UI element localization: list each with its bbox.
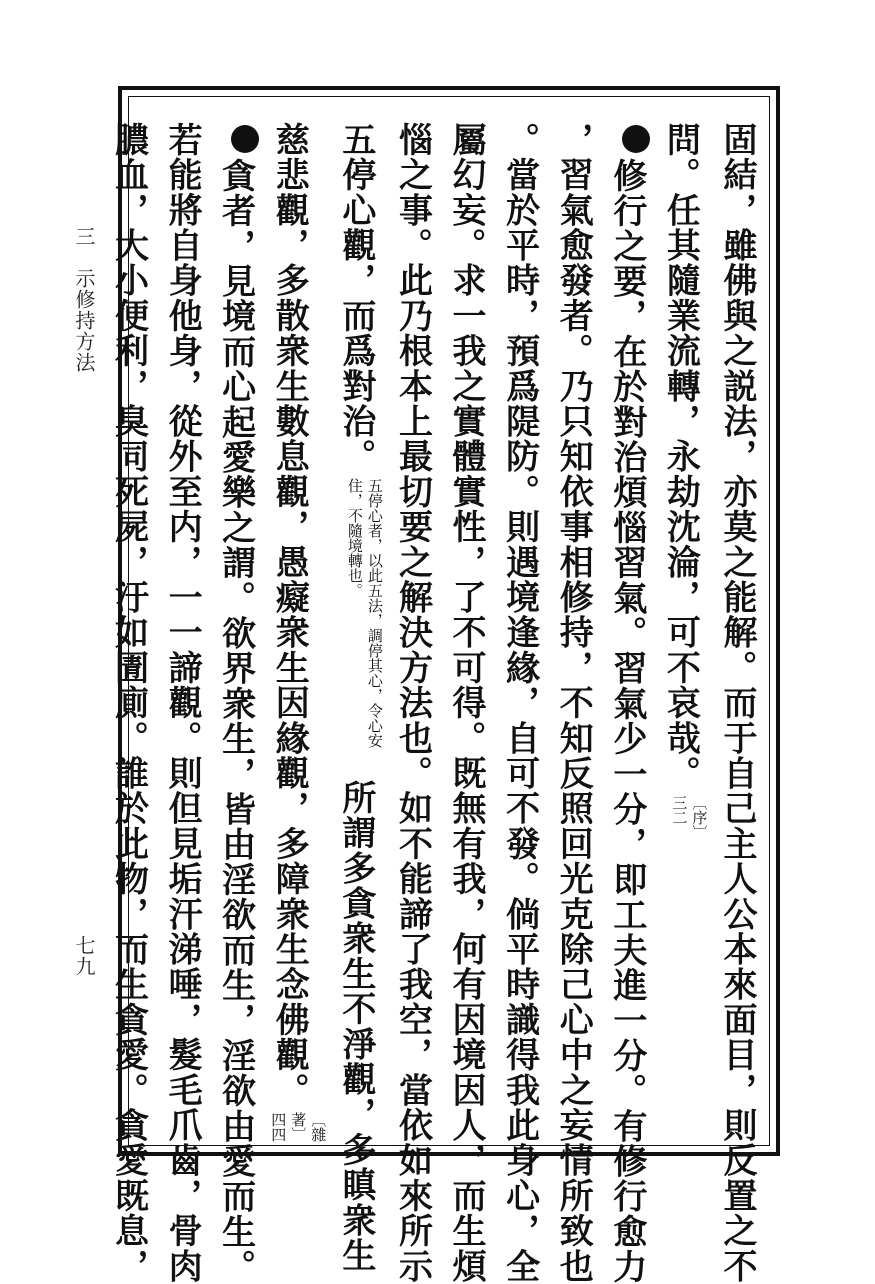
text-segment: 修行之要，在於對治煩惱習氣。習氣少一分，即工夫進一分。有修行愈力: [606, 158, 647, 1284]
annotation-note: ︹雜著︺四四: [269, 1111, 328, 1142]
text-segment: 慈悲觀，多散衆生數息觀，愚癡衆生因緣觀，多障衆生念佛觀。: [269, 122, 310, 1108]
text-column: [101, 122, 155, 1284]
text-column: [438, 122, 492, 1284]
text-segment: 固結，雖佛與之説法，亦莫之能解。而于自己主人公本來面目，則反置之不: [717, 122, 757, 1284]
text-segment: 若能將自身他身，從外至内，一一諦觀。則但見垢汗涕唾，髮毛爪齒，骨肉: [162, 122, 203, 1284]
text-column: [385, 122, 439, 1284]
text-column: [492, 122, 546, 1284]
body-text: [101, 122, 763, 1284]
text-segment: 。當於平時，預爲隄防。則遇境逢緣，自可不發。倘平時識得我此身心，全: [499, 122, 540, 1284]
text-column: [653, 122, 710, 1132]
text-segment: 問。任其隨業流轉，永劫沈淪，可不哀哉。: [660, 122, 701, 791]
annotation-note: 五停心者，以此五法，調停其心，令心安住，不隨境轉也。: [345, 478, 384, 748]
bullet-marker: [231, 125, 259, 153]
text-segment: ，習氣愈發者。乃只知依事相修持，不知反照回光克除己心中之妄情所致也: [553, 122, 594, 1284]
text-segment: 所謂多貪衆生不淨觀，多瞋衆生: [335, 780, 376, 1273]
running-head: 三 示修持方法: [72, 226, 96, 373]
text-column: [208, 122, 262, 1284]
text-segment: 屬幻妄。求一我之實體實性，了不可得。既無有我，何有因境因人，而生煩: [446, 122, 487, 1284]
text-column: [546, 122, 600, 1284]
bullet-marker: [622, 125, 650, 153]
annotation-note: ︹序︺三二: [670, 794, 709, 840]
text-segment: 貪者，見境而心起愛樂之謂。欲界衆生，皆由淫欲而生，淫欲由愛而生。: [215, 158, 256, 1284]
text-column: [599, 122, 653, 1284]
text-segment: 惱之事。此乃根本上最切要之解決方法也。如不能諦了我空，當依如來所示: [392, 122, 433, 1284]
text-column: [154, 122, 208, 1284]
text-segment: 五停心觀，而爲對治。: [335, 122, 376, 474]
page-number: 七九: [72, 935, 96, 977]
text-column: [709, 122, 763, 1284]
text-segment: 膿血，大小便利，臭同死屍，汙如圊廁。誰於此物，而生貪愛。貪愛既息，: [108, 122, 149, 1284]
text-column: [328, 122, 385, 1273]
text-column: [262, 122, 329, 1142]
